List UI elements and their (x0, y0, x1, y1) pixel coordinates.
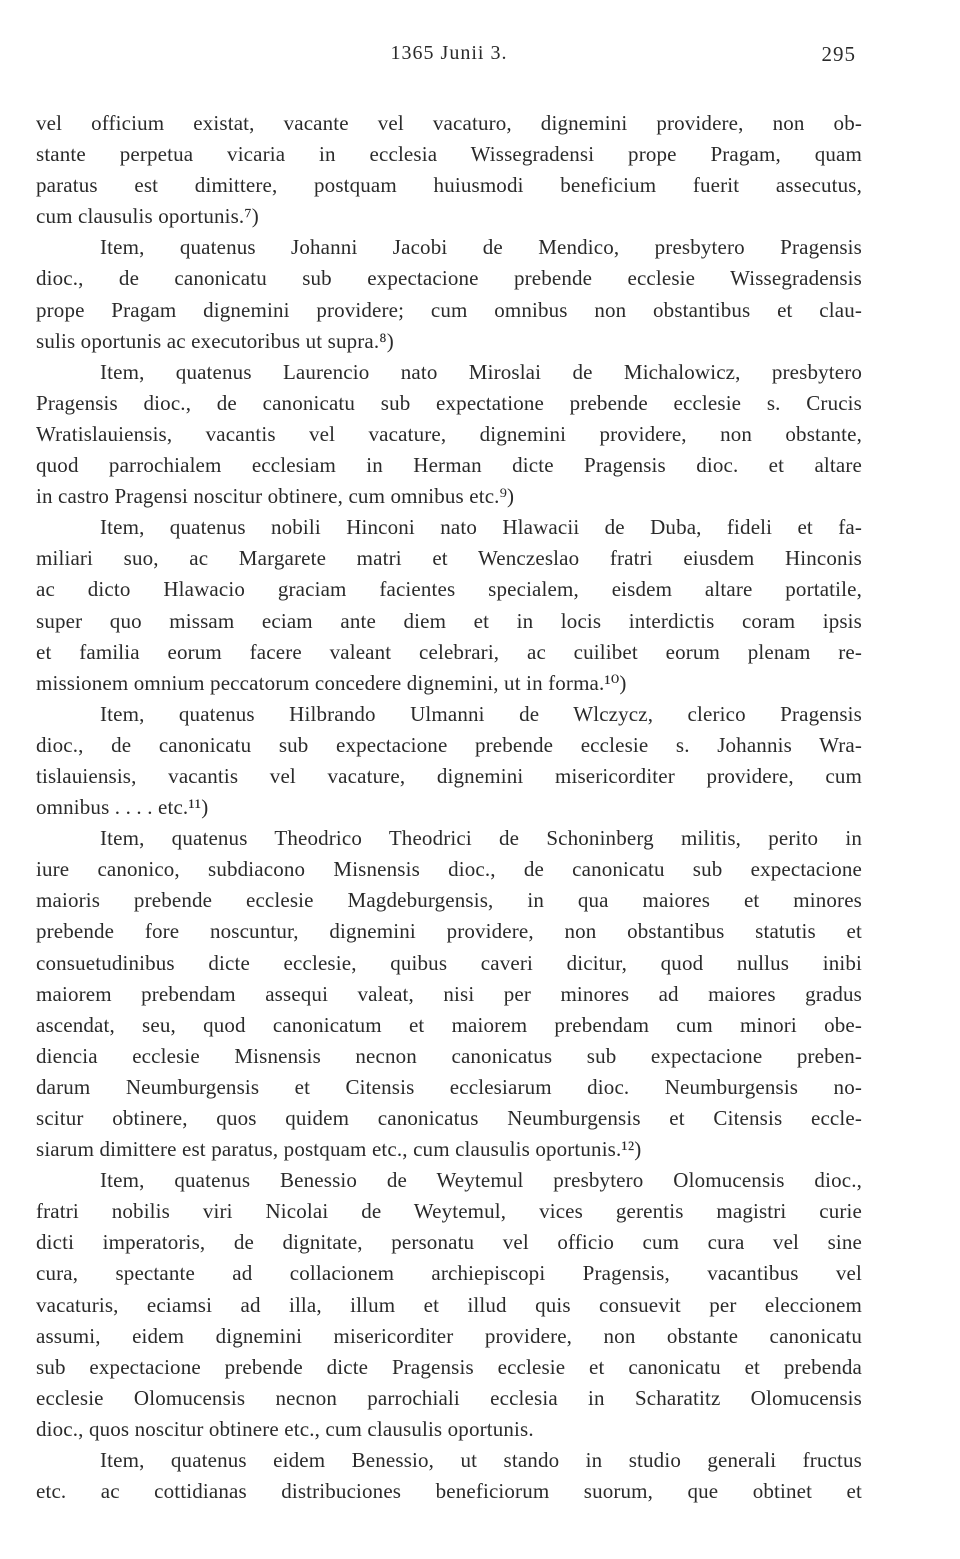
text-line: cura, spectante ad collacionem archiepiscopi Pragensis, vacantibus vel (36, 1261, 862, 1286)
text-line: omnibus . . . . etc.¹¹) (36, 795, 209, 820)
text-line: dioc., de canonicatu sub expectacione prebende ecclesie Wissegradensis (36, 266, 862, 291)
text-line: sub expectacione prebende dicte Pragensis ecclesie et canonicatu et prebenda (36, 1354, 862, 1379)
text-line: Item, quatenus eidem Benessio, ut stando in studio generali fructus (100, 1448, 862, 1473)
text-line: in castro Pragensi noscitur obtinere, cum omnibus etc.⁹) (36, 484, 515, 509)
text-line: Item, quatenus Laurencio nato Miroslai de Michalowicz, presbytero (100, 359, 862, 384)
text-line: consuetudinibus dicte ecclesie, quibus caveri dicitur, quod nullus inibi (36, 950, 862, 975)
text-line: diencia ecclesie Misnensis necnon canonicatus sub expectacione preben- (36, 1043, 862, 1068)
body-text (36, 108, 862, 1507)
text-line: tislauiensis, vacantis vel vacature, dignemini misericorditer providere, cum (36, 763, 862, 788)
page-number: 295 (821, 42, 856, 66)
text-line: fratri nobilis viri Nicolai de Weytemul, vices gerentis magistri curie (36, 1199, 862, 1224)
text-line: etc. ac cottidianas distribuciones beneficiorum suorum, que obtinet et (36, 1479, 862, 1504)
text-line: Item, quatenus nobili Hinconi nato Hlawacii de Duba, fideli et fa- (100, 515, 862, 540)
text-line: missionem omnium peccatorum concedere dignemini, ut in forma.¹⁰) (36, 670, 627, 695)
text-line: paratus est dimittere, postquam huiusmodi beneficium fuerit assecutus, (36, 173, 862, 198)
text-line: et familia eorum facere valeant celebrari, ac cuilibet eorum plenam re- (36, 639, 862, 664)
text-line: cum clausulis oportunis.⁷) (36, 204, 259, 229)
text-line: maioris prebende ecclesie Magdeburgensis, in qua maiores et minores (36, 888, 862, 913)
text-line: prope Pragam dignemini providere; cum omnibus non obstantibus et clau- (36, 297, 862, 322)
text-line: darum Neumburgensis et Citensis ecclesiarum dioc. Neumburgensis no- (36, 1074, 862, 1099)
header-date: 1365 Junii 3. (390, 42, 508, 64)
text-line: maiorem prebendam assequi valeat, nisi per minores ad maiores gradus (36, 981, 862, 1006)
text-line: super quo missam eciam ante diem et in locis interdictis coram ipsis (36, 608, 862, 633)
text-line: ecclesie Olomucensis necnon parrochiali ecclesia in Scharatitz Olomucensis (36, 1385, 862, 1410)
text-line: ascendat, seu, quod canonicatum et maiorem prebendam cum minori obe- (36, 1012, 862, 1037)
text-line: siarum dimittere est paratus, postquam etc., cum clausulis oportunis.¹²) (36, 1137, 642, 1162)
document-page (36, 0, 862, 1507)
text-line: dioc., de canonicatu sub expectacione prebende ecclesie s. Johannis Wra- (36, 732, 862, 757)
text-line: iure canonico, subdiacono Misnensis dioc., de canonicatu sub expectacione (36, 857, 862, 882)
text-line: dicti imperatoris, de dignitate, personatu vel officio cum cura vel sine (36, 1230, 862, 1255)
text-line: scitur obtinere, quos quidem canonicatus Neumburgensis et Citensis eccle- (36, 1106, 862, 1130)
text-line: ac dicto Hlawacio graciam facientes specialem, eisdem altare portatile, (36, 577, 862, 602)
text-line: prebende fore noscuntur, dignemini providere, non obstantibus statutis et (36, 919, 862, 944)
text-line: Pragensis dioc., de canonicatu sub expectatione prebende ecclesie s. Crucis (36, 390, 862, 415)
text-line: Item, quatenus Hilbrando Ulmanni de Wlczycz, clerico Pragensis (100, 701, 862, 726)
text-line: quod parrochialem ecclesiam in Herman dicte Pragensis dioc. et altare (36, 453, 862, 478)
text-line: miliari suo, ac Margarete matri et Wenczeslao fratri eiusdem Hinconis (36, 546, 862, 571)
text-line: sulis oportunis ac executoribus ut supra.⁸) (36, 328, 394, 353)
text-line: dioc., quos noscitur obtinere etc., cum clausulis oportunis. (36, 1416, 534, 1441)
text-line: vel officium existat, vacante vel vacaturo, dignemini providere, non ob- (36, 111, 862, 135)
text-line: vacaturis, eciamsi ad illa, illum et illud quis consuevit per eleccionem (36, 1292, 862, 1317)
text-line: stante perpetua vicaria in ecclesia Wissegradensi prope Pragam, quam (36, 142, 862, 167)
text-line: Item, quatenus Johanni Jacobi de Mendico, presbytero Pragensis (100, 235, 862, 260)
text-line: Wratislauiensis, vacantis vel vacature, dignemini providere, non obstante, (36, 421, 862, 446)
text-line: Item, quatenus Benessio de Weytemul presbytero Olomucensis dioc., (100, 1168, 862, 1193)
text-line: assumi, eidem dignemini misericorditer providere, non obstante canonicatu (36, 1323, 862, 1348)
running-head (36, 42, 862, 82)
text-line: Item, quatenus Theodrico Theodrici de Schoninberg militis, perito in (100, 826, 862, 851)
